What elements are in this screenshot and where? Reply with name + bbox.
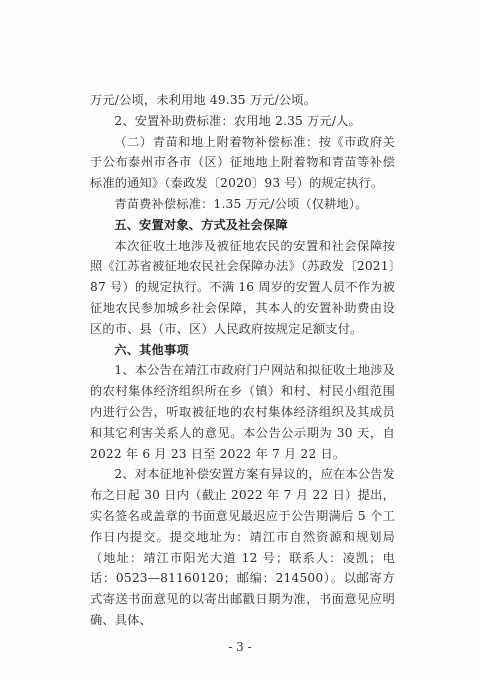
section-heading-other-matters: 六、其他事项 (114, 342, 189, 357)
paragraph-objection-procedure: 2、对本征地补偿安置方案有异议的，应在本公告发布之日起 30 日内（截止 2022 年 7 月 22 日）提出，实名签名或盖章的书面意见最迟应于公告期满后 5 个工作日内提交。提交地址为：靖江市自然资源和规划局（地址：靖江市阳光大道 12 号；联系人：凌凯；电话：0523—81160120；邮编：214500）。以邮寄方式寄送书面意见的以寄出邮戳日期为准，书面意见应明确、具体、 (90, 467, 395, 627)
paragraph-land-price-continued: 万元/公顷，未利用地 49.35 万元/公顷。 (90, 93, 317, 107)
paragraph-crop-compensation: （二）青苗和地上附着物补偿标准：按《市政府关于公布泰州市各市（区）征地地上附着物和青苗等补偿标准的通知》（泰政发〔2020〕93 号）的规定执行。 (90, 134, 395, 191)
section-heading-resettlement: 五、安置对象、方式及社会保障 (114, 217, 288, 232)
document-body (90, 90, 395, 631)
page-number: - 3 - (228, 640, 252, 654)
paragraph-crop-fee: 青苗费补偿标准：1.35 万元/公顷（仅耕地）。 (114, 196, 368, 211)
paragraph-resettlement-subsidy: 2、安置补助费标准：农用地 2.35 万元/人。 (114, 113, 361, 128)
paragraph-social-security: 本次征收土地涉及被征地农民的安置和社会保障按照《江苏省被征地农民社会保障办法》（苏政发〔2021〕87 号）的规定执行。不满 16 周岁的安置人员不作为被征地农民参加城乡社会保障，其本人的安置补助费由设区的市、县（市、区）人民政府按规定足额支付。 (90, 238, 395, 336)
paragraph-announcement-period: 1、本公告在靖江市政府门户网站和拟征收土地涉及的农村集体经济组织所在乡（镇）和村、村民小组范围内进行公告，听取被征地的农村集体经济组织及其成员和其它利害关系人的意见。本公告公示期为 30 天，自 2022 年 6 月 23 日至 2022 年 7 月 22 日。 (90, 363, 395, 461)
